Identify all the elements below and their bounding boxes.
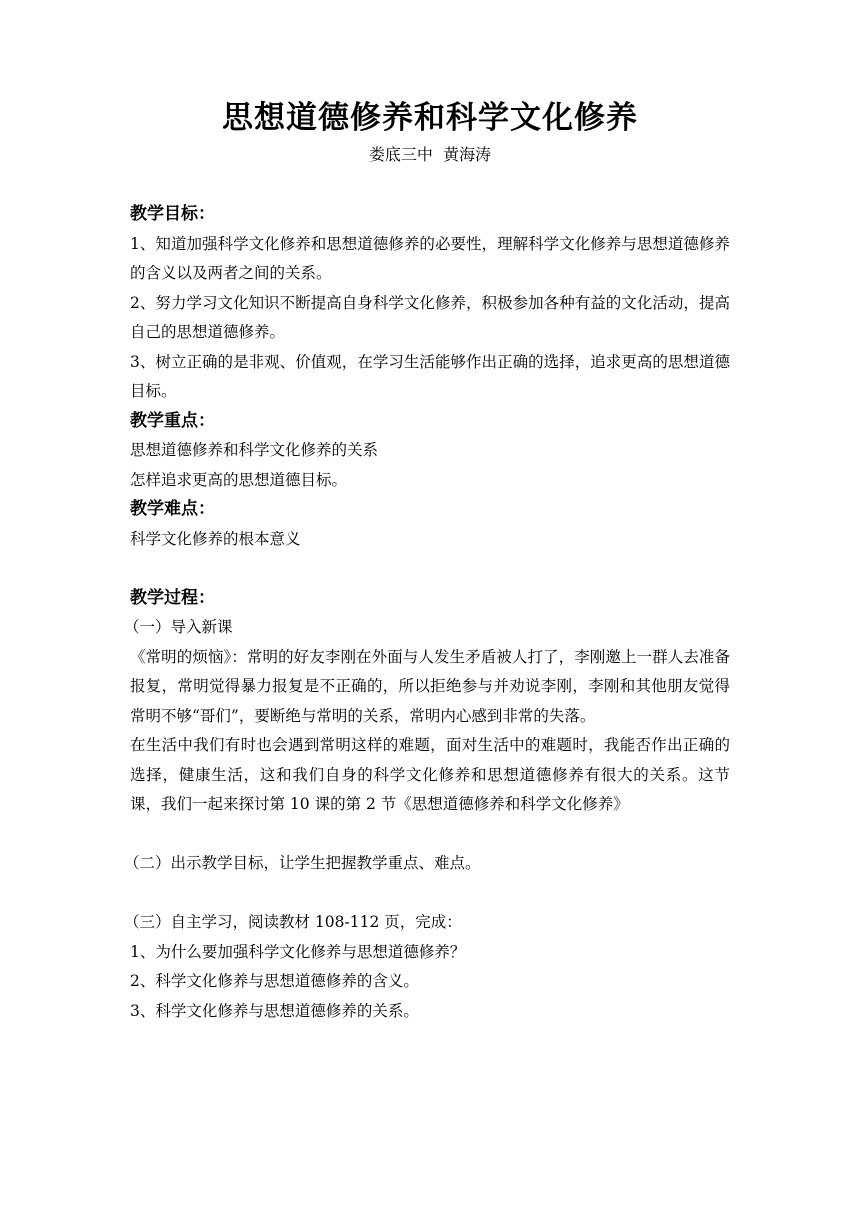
spacer [130,879,730,909]
difficulties-heading: 教学难点： [130,499,215,519]
objectives-heading: 教学目标： [130,204,215,224]
objective-item: 1、知道加强科学文化修养和思想道德修养的必要性，理解科学文化修养与思想道德修养的含义以及两者之间的关系。 [130,234,730,282]
process-heading: 教学过程： [130,587,215,608]
process-question: 3、科学文化修养与思想道德修养的关系。 [130,1001,419,1020]
process-question: 1、为什么要加强科学文化修养与思想道德修养？ [130,942,466,961]
process-question: 2、科学文化修养与思想道德修养的含义。 [130,972,419,990]
process-step-label: （三）自主学习，阅读教材 108-112 页，完成： [124,913,462,931]
document-body [124,200,730,1026]
process-story: 《常明的烦恼》：常明的好友李刚在外面与人发生矛盾被人打了，李刚邀上一群人去准备报复，常明觉得暴力报复是不正确的，所以拒绝参与并劝说李刚，李刚和其他朋友觉得常明不够“哥们”，要断绝与常明的关系，常明内心感到非常的失落。 [130,647,730,725]
spacer [130,820,730,850]
objective-item: 3、树立正确的是非观、价值观，在学习生活能够作出正确的选择，追求更高的思想道德目标。 [130,352,730,400]
document-author: 娄底三中 黄海涛 [368,145,492,164]
process-intro: 在生活中我们有时也会遇到常明这样的难题，面对生活中的难题时，我能否作出正确的选择，健康生活，这和我们自身的科学文化修养和思想道德修养有很大的关系。这节课，我们一起来探讨第 10 课的第 2 节《思想道德修养和科学文化修养》 [130,736,730,813]
objective-item: 2、努力学习文化知识不断提高自身科学文化修养，积极参加各种有益的文化活动，提高自己的思想道德修养。 [130,293,730,341]
difficulty-item: 科学文化修养的根本意义 [130,529,301,548]
spacer [130,554,730,584]
process-step-label: （一）导入新课 [124,618,233,636]
process-step-label: （二）出示教学目标，让学生把握教学重点、难点。 [124,854,481,872]
key-point-item: 怎样追求更高的思想道德目标。 [130,470,348,489]
document-title: 思想道德修养和科学文化修养 [222,100,638,136]
key-points-heading: 教学重点： [130,410,215,431]
key-point-item: 思想道德修养和科学文化修养的关系 [130,441,379,459]
